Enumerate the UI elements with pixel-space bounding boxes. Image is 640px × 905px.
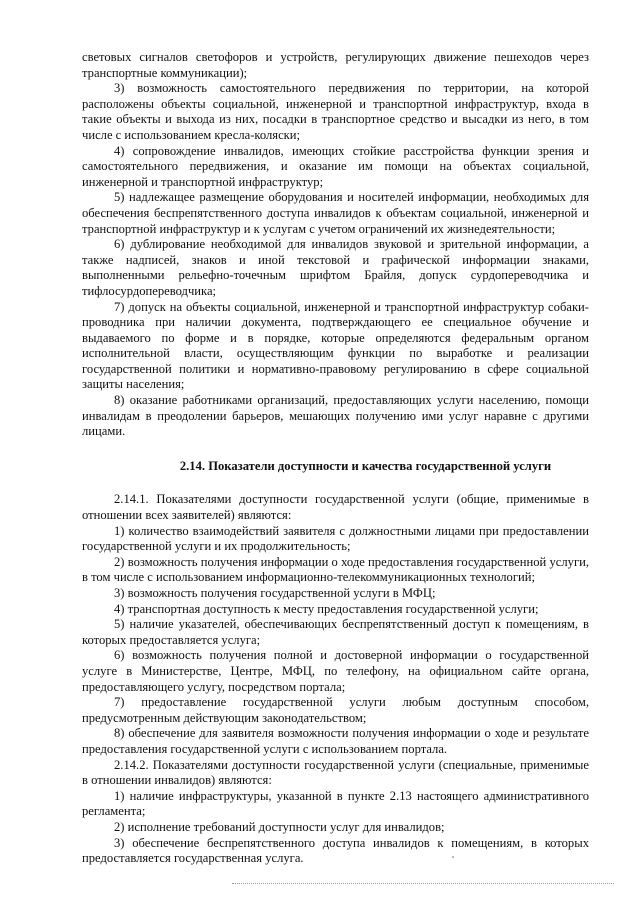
paragraph-item-6-duplication: 6) дублирование необходимой для инвалидов звуковой и зрительной информации, а также надписей, знаков и иной текстовой и графической информации знаками, выполненными рельефно-точечным шрифтом Брайля, допуск сурдопереводчика и тифлосурдопереводчика; <box>82 237 589 298</box>
paragraph-general-2: 2) возможность получения информации о ходе предоставления государственной услуги, в том числе с использованием информационно-телекоммуникационных технологий; <box>82 554 589 585</box>
paragraph-2-14-2-intro: 2.14.2. Показателями доступности государственной услуги (специальные, применимые в отношении инвалидов) являются: <box>82 757 589 788</box>
paragraph-general-5: 5) наличие указателей, обеспечивающих беспрепятственный доступ к помещениям, в которых предоставляется услуга; <box>82 617 589 647</box>
paragraph-general-7: 7) предоставление государственной услуги любым доступным способом, предусмотренным действующим законодательством; <box>82 695 589 725</box>
paragraph-general-6: 6) возможность получения полной и достоверной информации о государственной услуге в Министерстве, Центре, МФЦ, по телефону, на официальном сайте органа, предоставляющего услугу, посредством портала; <box>82 648 589 694</box>
paragraph-special-1: 1) наличие инфраструктуры, указанной в пункте 2.13 настоящего административного регламента; <box>82 788 589 819</box>
paragraph-signals-continuation: световых сигналов светофоров и устройств, регулирующих движение пешеходов через транспортные коммуникации); <box>82 50 589 80</box>
paragraph-item-8-staff-help: 8) оказание работниками организаций, предоставляющих услуги населению, помощи инвалидам в преодолении барьеров, мешающих получению ими услуг наравне с другими лицами. <box>82 393 589 439</box>
paragraph-item-7-guide-dog: 7) допуск на объекты социальной, инженерной и транспортной инфраструктур собаки-проводника при наличии документа, подтверждающего ее специальное обучение и выдаваемого по форме и в порядке, которые определяются федеральным органом исполнительной власти, осуществляющим функции по выработке и реализации государственной политики и нормативно-правовому регулированию в сфере социальной защиты населения; <box>82 299 589 392</box>
paragraph-general-3: 3) возможность получения государственной услуги в МФЦ; <box>114 586 436 600</box>
bottom-divider <box>232 883 614 884</box>
paragraph-special-2: 2) исполнение требований доступности услуг для инвалидов; <box>114 819 445 834</box>
paragraph-general-4: 4) транспортная доступность к месту предоставления государственной услуги; <box>114 601 539 616</box>
paragraph-item-5-equipment: 5) надлежащее размещение оборудования и носителей информации, необходимых для обеспечения беспрепятственного доступа инвалидов к объектам социальной, инженерной и транспортной инфраструктур и к услугам с учетом ограничений их жизнедеятельности; <box>82 190 589 236</box>
section-heading: 2.14. Показатели доступности и качества государственной услуги <box>179 458 552 473</box>
document-body <box>82 50 589 867</box>
paragraph-item-3-movement: 3) возможность самостоятельного передвижения по территории, на которой расположены объекты социальной, инженерной и транспортной инфраструктур, входа в такие объекты и выхода из них, посадки в транспортное средство и высадки из него, в том числе с использованием кресла-коляски; <box>82 81 589 142</box>
paragraph-general-1: 1) количество взаимодействий заявителя с должностными лицами при предоставлении государственной услуги и их продолжительность; <box>82 523 589 554</box>
paragraph-2-14-1-intro: 2.14.1. Показателями доступности государственной услуги (общие, применимые в отношении всех заявителей) являются: <box>82 492 589 523</box>
scan-speck <box>452 856 454 858</box>
paragraph-special-3: 3) обеспечение беспрепятственного доступа инвалидов к помещениям, в которых предоставляется государственная услуга. <box>82 835 589 866</box>
paragraph-general-8: 8) обеспечение для заявителя возможности получения информации о ходе и результате предоставления государственной услуги с использованием портала. <box>82 726 589 756</box>
paragraph-item-4-assistance: 4) сопровождение инвалидов, имеющих стойкие расстройства функции зрения и самостоятельного передвижения, и оказание им помощи на объектах социальной, инженерной и транспортной инфраструктур; <box>82 143 589 189</box>
